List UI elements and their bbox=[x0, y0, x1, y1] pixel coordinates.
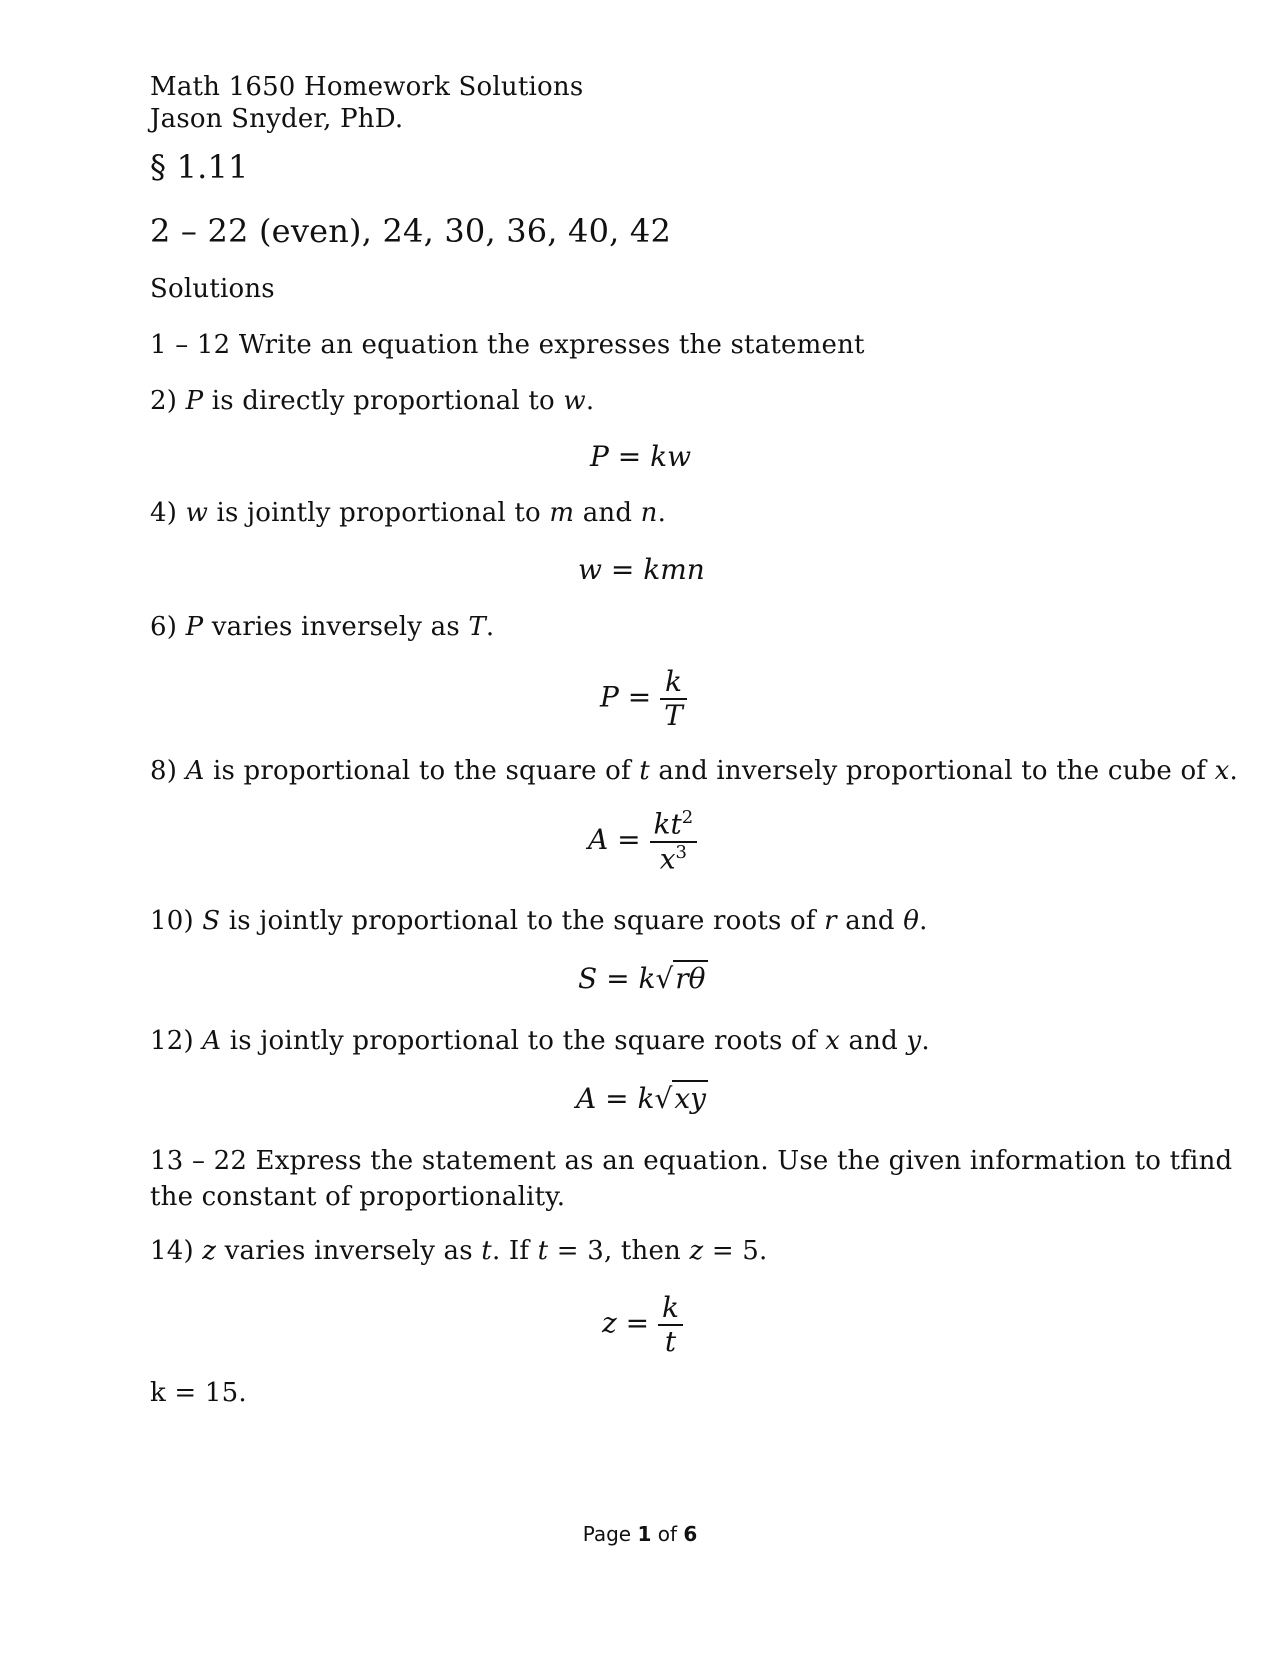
problem-number: 10) bbox=[150, 906, 194, 936]
statement-text: is proportional to the square of bbox=[204, 756, 640, 786]
statement-text: and bbox=[840, 1026, 907, 1056]
fraction bbox=[650, 808, 698, 875]
variable: w bbox=[563, 386, 586, 416]
variable: m bbox=[549, 498, 575, 528]
punctuation: . bbox=[485, 612, 495, 642]
course-title: Math 1650 Homework Solutions bbox=[150, 72, 584, 102]
fraction bbox=[660, 666, 687, 732]
problem-14-result: k = 15. bbox=[150, 1378, 247, 1408]
problem-number: 12) bbox=[150, 1026, 194, 1056]
problem-14-statement bbox=[150, 1236, 768, 1266]
variable: n bbox=[640, 498, 658, 528]
problem-number: 14) bbox=[150, 1236, 194, 1266]
current-page-number: 1 bbox=[637, 1522, 652, 1546]
variable: P bbox=[185, 612, 204, 642]
denominator-base: x bbox=[659, 841, 676, 875]
problem-number: 8) bbox=[150, 756, 178, 786]
statement-text: varies inversely as bbox=[203, 612, 469, 642]
problem-8-equation: A = $\frac{kt^2}{x^3}$ bbox=[588, 808, 697, 875]
problem-number: 2) bbox=[150, 386, 178, 416]
sqrt-icon: √ bbox=[655, 962, 674, 995]
denominator: T bbox=[664, 699, 683, 733]
radicand: xy bbox=[674, 1082, 706, 1115]
statement-text: is jointly proportional to bbox=[208, 498, 550, 528]
problem-number: 6) bbox=[150, 612, 178, 642]
variable: θ bbox=[903, 906, 920, 936]
variable: x bbox=[825, 1026, 840, 1056]
denominator bbox=[656, 843, 691, 876]
problem-12-statement bbox=[150, 1026, 930, 1056]
solutions-label: Solutions bbox=[150, 274, 275, 304]
variable: w bbox=[185, 498, 209, 528]
problem-number: 4) bbox=[150, 498, 178, 528]
eq-rhs: kw bbox=[650, 440, 692, 473]
statement-text: . If bbox=[491, 1236, 538, 1266]
page-footer bbox=[0, 1522, 1280, 1546]
numerator: k bbox=[662, 1291, 680, 1324]
eq-constant: k bbox=[637, 1082, 655, 1115]
eq-lhs: A bbox=[576, 1082, 597, 1115]
variable: t bbox=[537, 1236, 549, 1266]
eq-lhs: P bbox=[590, 440, 609, 473]
fraction bbox=[658, 1292, 683, 1358]
variable: S bbox=[202, 906, 221, 936]
problem-4-statement bbox=[150, 498, 666, 528]
problem-6-equation: P = $\frac{k}{T}$ bbox=[600, 666, 687, 732]
statement-text: and bbox=[836, 906, 904, 936]
part2-instructions-line1: 13 – 22 Express the statement as an equation. Use the given information to tfind bbox=[150, 1146, 1233, 1176]
statement-text: and inversely proportional to the cube of bbox=[649, 756, 1215, 786]
sqrt-icon: √ bbox=[654, 1082, 673, 1115]
statement-text: = 3, then bbox=[548, 1236, 690, 1266]
exponent: 2 bbox=[681, 807, 694, 828]
author-name: Jason Snyder, PhD. bbox=[150, 104, 404, 134]
variable: P bbox=[185, 386, 204, 416]
eq-lhs: P bbox=[600, 680, 619, 714]
variable: y bbox=[906, 1026, 922, 1056]
statement-text: varies inversely as bbox=[216, 1236, 482, 1266]
variable: A bbox=[202, 1026, 222, 1056]
problem-2-equation: P = kw bbox=[590, 440, 692, 473]
problem-10-statement bbox=[150, 906, 928, 936]
exponent: 3 bbox=[675, 841, 687, 863]
punctuation: . bbox=[657, 498, 667, 528]
eq-lhs: z bbox=[602, 1306, 617, 1340]
numerator bbox=[650, 808, 698, 841]
part1-instructions: 1 – 12 Write an equation the expresses the statement bbox=[150, 330, 865, 360]
of-word: of bbox=[657, 1522, 678, 1546]
numerator: k bbox=[664, 665, 682, 698]
eq-lhs: w bbox=[578, 553, 602, 586]
punctuation: . bbox=[585, 386, 595, 416]
variable: z bbox=[689, 1236, 704, 1266]
statement-text: is directly proportional to bbox=[203, 386, 564, 416]
statement-text: = 5. bbox=[703, 1236, 768, 1266]
problem-14-equation: z = $\frac{k}{t}$ bbox=[602, 1292, 683, 1358]
variable: t bbox=[481, 1236, 492, 1266]
variable: T bbox=[468, 612, 486, 642]
eq-lhs: A bbox=[588, 823, 609, 857]
punctuation: . bbox=[1229, 756, 1238, 786]
problem-8-statement bbox=[150, 756, 1238, 786]
punctuation: . bbox=[921, 1026, 930, 1056]
variable: z bbox=[202, 1236, 217, 1266]
problem-10-equation: S = k√rθ bbox=[578, 962, 706, 995]
page-word: Page bbox=[582, 1522, 632, 1546]
total-page-count: 6 bbox=[683, 1522, 698, 1546]
variable: x bbox=[1214, 756, 1230, 786]
eq-constant: k bbox=[638, 962, 656, 995]
numerator-base: kt bbox=[653, 807, 682, 841]
denominator: t bbox=[664, 1325, 677, 1359]
statement-text: is jointly proportional to the square roots of bbox=[221, 1026, 826, 1056]
variable: t bbox=[639, 756, 650, 786]
statement-text: is jointly proportional to the square roots of bbox=[220, 906, 825, 936]
section-number: § 1.11 bbox=[150, 148, 249, 186]
eq-rhs: kmn bbox=[643, 553, 705, 586]
punctuation: . bbox=[919, 906, 928, 936]
variable: A bbox=[185, 756, 205, 786]
variable: r bbox=[824, 906, 837, 936]
assigned-problems: 2 – 22 (even), 24, 30, 36, 40, 42 bbox=[150, 212, 672, 250]
part2-instructions-line2: the constant of proportionality. bbox=[150, 1182, 566, 1212]
eq-lhs: S bbox=[578, 962, 598, 995]
problem-2-statement bbox=[150, 386, 594, 416]
problem-6-statement bbox=[150, 612, 494, 642]
problem-4-equation: w = kmn bbox=[578, 553, 705, 586]
statement-text: and bbox=[574, 498, 641, 528]
radicand: rθ bbox=[675, 962, 706, 995]
problem-12-equation: A = k√xy bbox=[576, 1082, 706, 1115]
